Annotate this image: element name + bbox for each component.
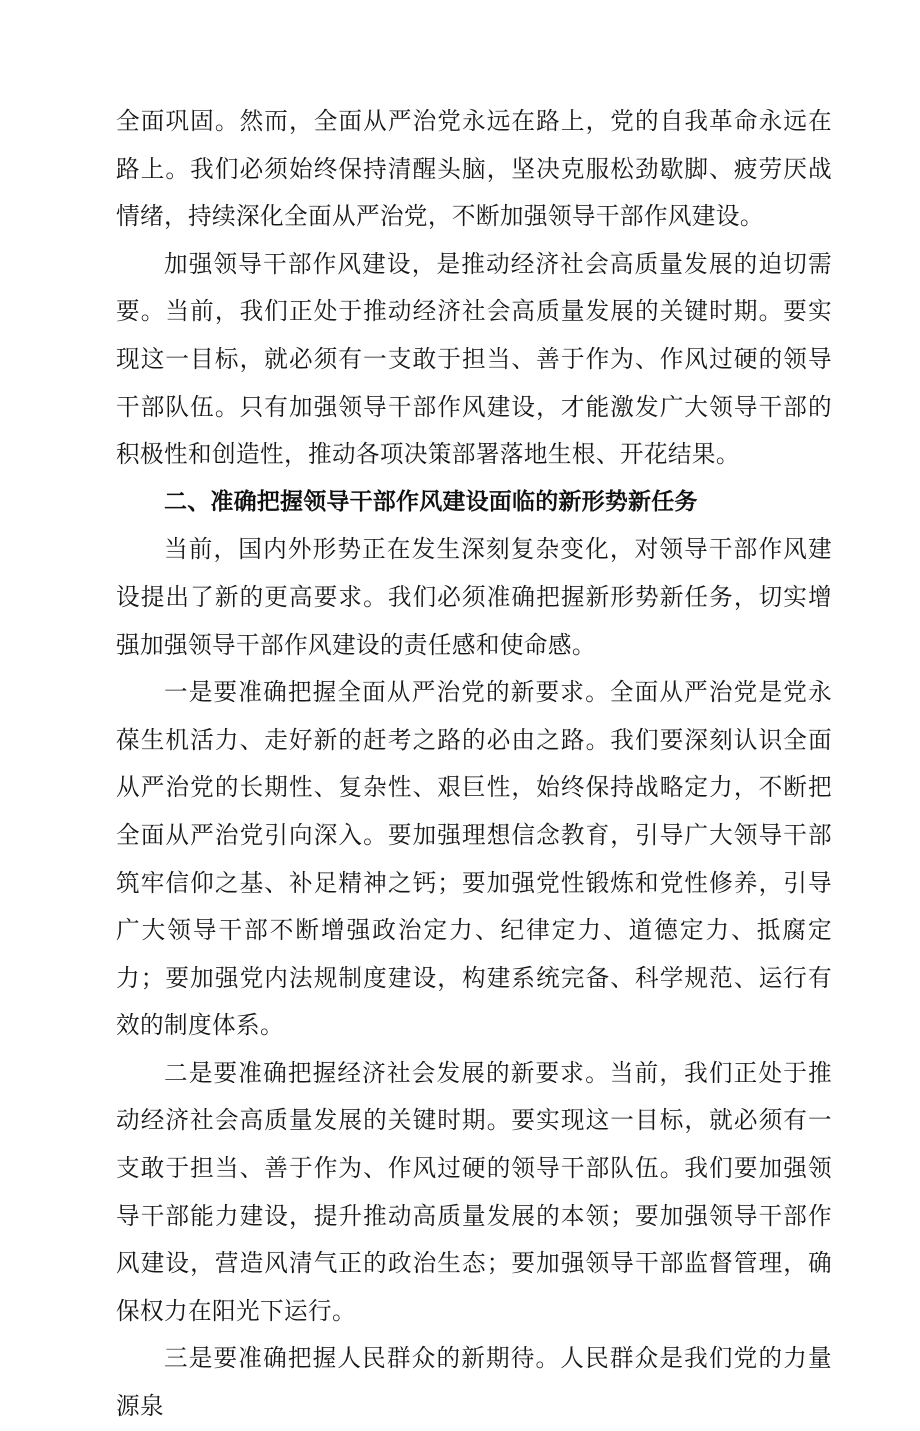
section-heading: 二、准确把握领导干部作风建设面临的新形势新任务: [164, 488, 698, 515]
paragraph-3: 当前，国内外形势正在发生深刻复杂变化，对领导干部作风建设提出了新的更高要求。我们必须准确把握新形势新任务，切实增强加强领导干部作风建设的责任感和使命感。: [116, 535, 832, 659]
document-body: [116, 98, 832, 1431]
paragraph-4: 一是要准确把握全面从严治党的新要求。全面从严治党是党永葆生机活力、走好新的赶考之路的必由之路。我们要深刻认识全面从严治党的长期性、复杂性、艰巨性，始终保持战略定力，不断把全面从严治党引向深入。要加强理想信念教育，引导广大领导干部筑牢信仰之基、补足精神之钙；要加强党性锻炼和党性修养，引导广大领导干部不断增强政治定力、纪律定力、道德定力、抵腐定力；要加强党内法规制度建设，构建系统完备、科学规范、运行有效的制度体系。: [116, 678, 832, 1040]
paragraph-5: 二是要准确把握经济社会发展的新要求。当前，我们正处于推动经济社会高质量发展的关键时期。要实现这一目标，就必须有一支敢于担当、善于作为、作风过硬的领导干部队伍。我们要加强领导干部能力建设，提升推动高质量发展的本领；要加强领导干部作风建设，营造风清气正的政治生态；要加强领导干部监督管理，确保权力在阳光下运行。: [116, 1058, 832, 1325]
paragraph-1: 全面巩固。然而，全面从严治党永远在路上，党的自我革命永远在路上。我们必须始终保持清醒头脑，坚决克服松劲歇脚、疲劳厌战情绪，持续深化全面从严治党，不断加强领导干部作风建设。: [116, 107, 832, 231]
paragraph-2: 加强领导干部作风建设，是推动经济社会高质量发展的迫切需要。当前，我们正处于推动经济社会高质量发展的关键时期。要实现这一目标，就必须有一支敢于担当、善于作为、作风过硬的领导干部队伍。只有加强领导干部作风建设，才能激发广大领导干部的积极性和创造性，推动各项决策部署落地生根、开花结果。: [116, 249, 832, 469]
paragraph-6: 三是要准确把握人民群众的新期待。人民群众是我们党的力量源泉: [116, 1344, 832, 1421]
